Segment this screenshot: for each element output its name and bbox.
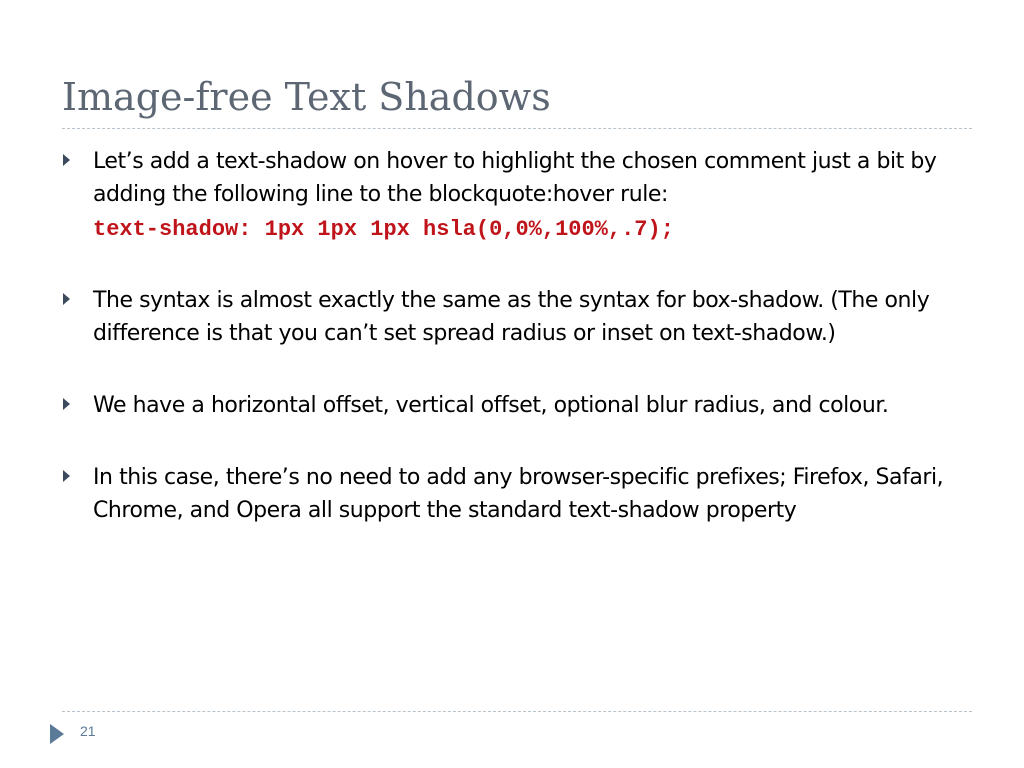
title-divider xyxy=(62,128,972,129)
triangle-bullet-icon xyxy=(63,293,70,305)
bullet-item xyxy=(62,284,972,350)
bullet-text: We have a horizontal offset, vertical offset, optional blur radius, and colour. xyxy=(93,393,889,418)
bullet-item xyxy=(62,145,972,245)
triangle-footer-icon xyxy=(50,724,64,744)
page-number: 21 xyxy=(80,723,96,739)
slide-title: Image-free Text Shadows xyxy=(62,75,551,119)
bullet-text: In this case, there’s no need to add any browser-specific prefixes; Firefox, Safari, Chrome, and Opera all support the standard text-shadow property xyxy=(93,465,944,523)
bullet-list xyxy=(62,145,972,566)
triangle-bullet-icon xyxy=(63,398,70,410)
triangle-bullet-icon xyxy=(63,154,70,166)
footer-divider xyxy=(62,711,972,712)
bullet-item xyxy=(62,389,972,422)
triangle-bullet-icon xyxy=(63,470,70,482)
bullet-item xyxy=(62,461,972,527)
bullet-text: The syntax is almost exactly the same as the syntax for box-shadow. (The only difference is that you can’t set spread radius or inset on text-shadow.) xyxy=(93,288,930,346)
code-snippet: text-shadow: 1px 1px 1px hsla(0,0%,100%,.7); xyxy=(93,217,674,242)
bullet-text: Let’s add a text-shadow on hover to highlight the chosen comment just a bit by adding the following line to the blockquote:hover rule: xyxy=(93,149,937,207)
